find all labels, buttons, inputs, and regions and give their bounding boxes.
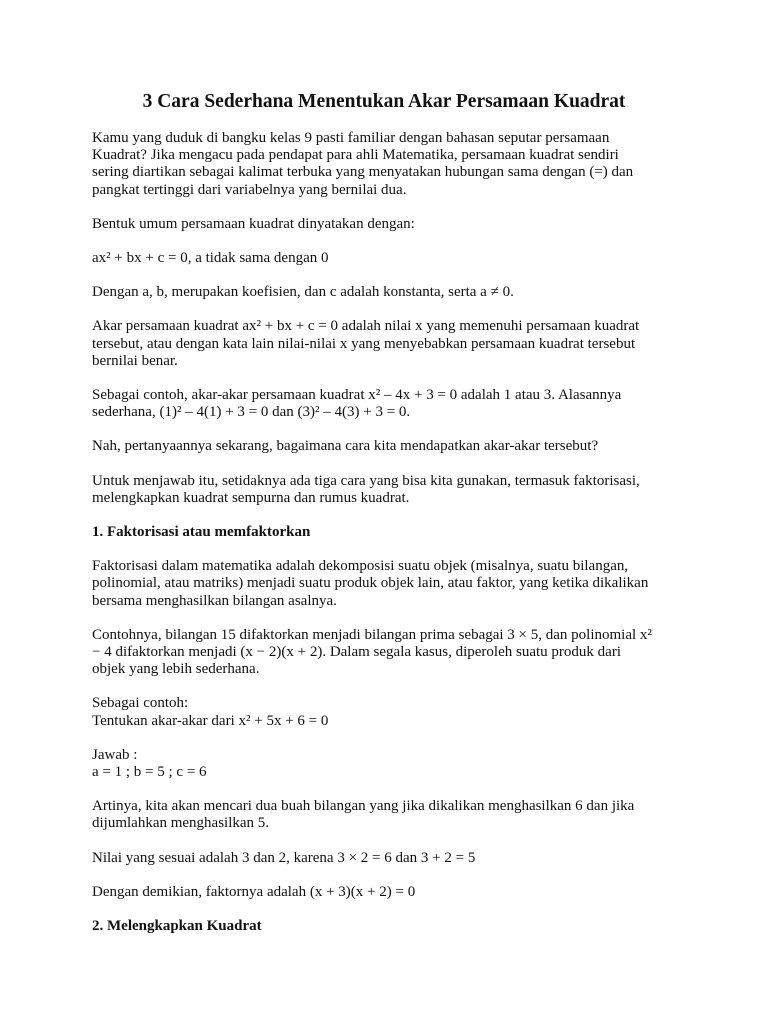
text-line: Tentukan akar-akar dari x² + 5x + 6 = 0 (92, 712, 329, 729)
text-line: tersebut, atau dengan kata lain nilai-nilai x yang menyebabkan persamaan kuadrat tersebut (92, 335, 636, 352)
text-line: polinomial, atau matriks) menjadi suatu produk objek lain, atau faktor, yang ketika dikalikan (92, 575, 649, 592)
text-line: Sebagai contoh, akar-akar persamaan kuadrat x² – 4x + 3 = 0 adalah 1 atau 3. Alasannya (92, 387, 622, 404)
text-line: ax² + bx + c = 0, a tidak sama dengan 0 (92, 250, 329, 267)
text-line: Kuadrat? Jika mengacu pada pendapat para ahli Matematika, persamaan kuadrat sendiri (92, 147, 619, 164)
text-line: pangkat tertinggi dari variabelnya yang bernilai dua. (92, 181, 407, 198)
text-line: Jawab : (92, 746, 138, 763)
text-line: Akar persamaan kuadrat ax² + bx + c = 0 adalah nilai x yang memenuhi persamaan kuadrat (92, 318, 640, 335)
paragraph (92, 695, 676, 729)
paragraph (92, 438, 676, 455)
section-heading (92, 524, 676, 541)
text-line: Contohnya, bilangan 15 difaktorkan menjadi bilangan prima sebagai 3 × 5, dan polinomial x² (92, 626, 652, 643)
text-line: Kamu yang duduk di bangku kelas 9 pasti familiar dengan bahasan seputar persamaan (92, 130, 610, 146)
paragraph (92, 130, 676, 199)
text-line: 2. Melengkapkan Kuadrat (92, 918, 262, 935)
text-line: Nilai yang sesuai adalah 3 dan 2, karena 3 × 2 = 6 dan 3 + 2 = 5 (92, 849, 476, 866)
text-line: melengkapkan kuadrat sempurna dan rumus kuadrat. (92, 489, 410, 506)
paragraph (92, 284, 676, 301)
text-line: bersama menghasilkan bilangan asalnya. (92, 592, 337, 609)
document-body (92, 130, 676, 935)
paragraph (92, 387, 676, 421)
paragraph (92, 627, 676, 679)
paragraph (92, 747, 676, 781)
document-title: 3 Cara Sederhana Menentukan Akar Persamaan Kuadrat (142, 91, 626, 112)
text-line: Dengan a, b, merupakan koefisien, dan c adalah konstanta, serta a ≠ 0. (92, 284, 514, 301)
text-line: sederhana, (1)² – 4(1) + 3 = 0 dan (3)² – 4(3) + 3 = 0. (92, 404, 411, 421)
text-line: Sebagai contoh: (92, 695, 189, 712)
text-line: Dengan demikian, faktornya adalah (x + 3)(x + 2) = 0 (92, 883, 416, 900)
text-line: − 4 difaktorkan menjadi (x − 2)(x + 2). Dalam segala kasus, diperoleh suatu produk dari (92, 644, 621, 661)
text-line: Faktorisasi dalam matematika adalah dekomposisi suatu objek (misalnya, suatu bilangan, (92, 558, 629, 575)
paragraph (92, 558, 676, 610)
paragraph (92, 250, 676, 267)
text-line: objek yang lebih sederhana. (92, 661, 260, 678)
text-line: a = 1 ; b = 5 ; c = 6 (92, 764, 207, 781)
paragraph (92, 216, 676, 233)
paragraph (92, 473, 676, 507)
text-line: dijumlahkan menghasilkan 5. (92, 815, 270, 832)
text-line: Artinya, kita akan mencari dua buah bilangan yang jika dikalikan menghasilkan 6 dan jika (92, 798, 635, 815)
paragraph (92, 850, 676, 867)
section-heading (92, 918, 676, 935)
text-line: Bentuk umum persamaan kuadrat dinyatakan dengan: (92, 215, 415, 232)
paragraph (92, 318, 676, 370)
paragraph (92, 798, 676, 832)
text-line: Untuk menjawab itu, setidaknya ada tiga cara yang bisa kita gunakan, termasuk faktorisasi, (92, 472, 640, 489)
text-line: 1. Faktorisasi atau memfaktorkan (92, 524, 311, 541)
paragraph (92, 884, 676, 901)
text-line: Nah, pertanyaannya sekarang, bagaimana cara kita mendapatkan akar-akar tersebut? (92, 438, 599, 455)
text-line: sering diartikan sebagai kalimat terbuka yang menyatakan hubungan sama dengan (=) dan (92, 164, 634, 181)
text-line: bernilai benar. (92, 352, 178, 369)
